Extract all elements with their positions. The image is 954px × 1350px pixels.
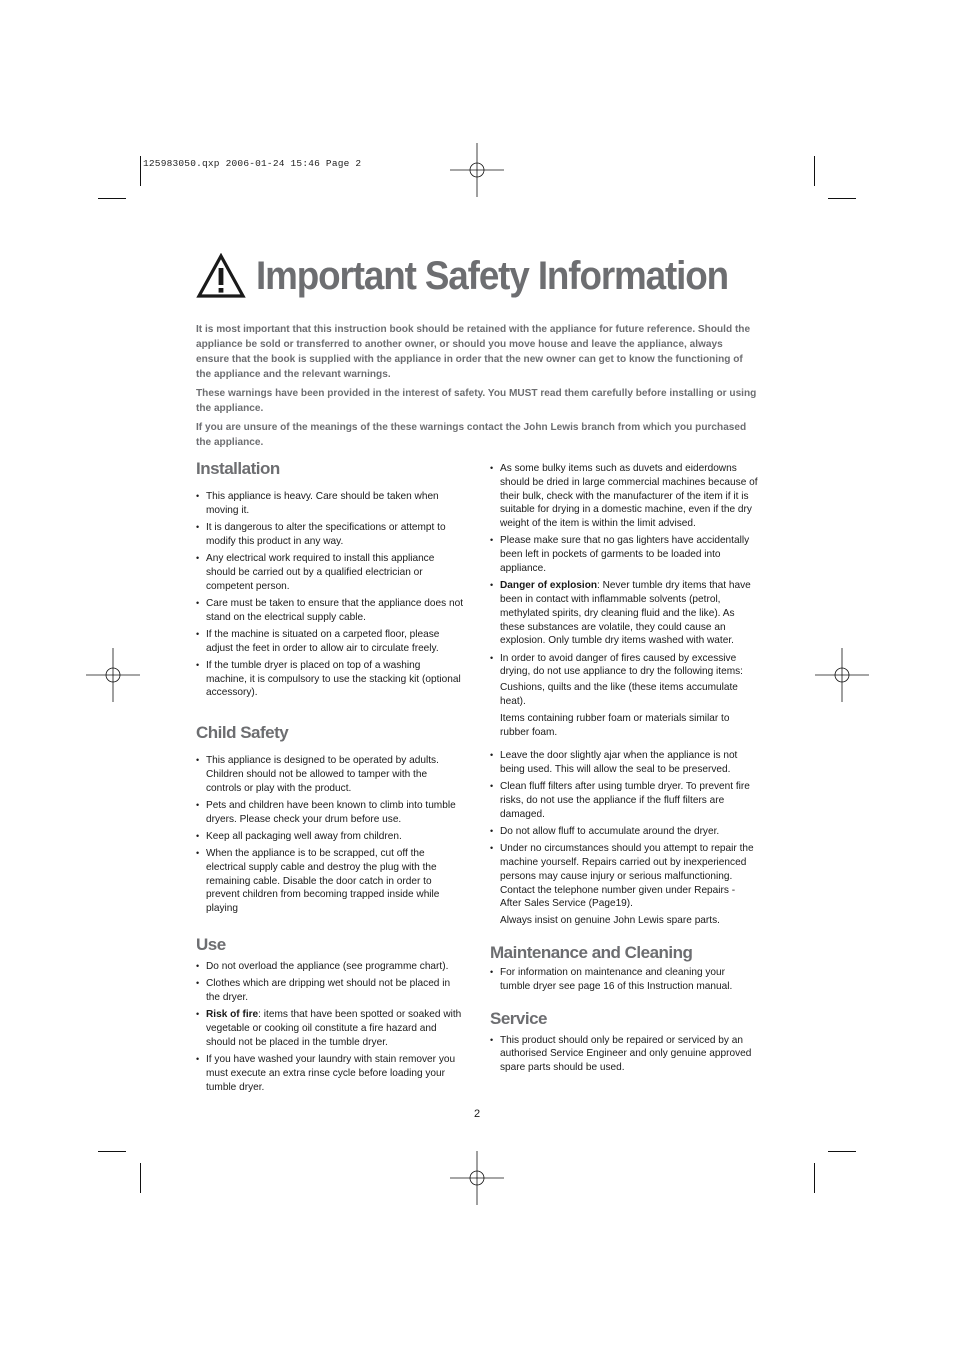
page-header xyxy=(196,248,769,304)
bullet-list xyxy=(196,754,464,916)
danger-of-explosion-text: : Never tumble dry items that have been in contact with inflammable solvents (petrol, methylated spirits, dry cleaning fluid and the like). As these substances are volatile, they could cause an explosion. Only tumble dry items washed with water. xyxy=(500,580,751,647)
page-title: Important Safety Information xyxy=(256,253,729,298)
fires-warning-subitem: Cushions, quilts and the like (these items accumulate heat). xyxy=(500,682,738,707)
section-heading: Installation xyxy=(196,459,280,478)
risk-of-fire-label: Risk of fire xyxy=(206,1009,259,1021)
maintenance-section xyxy=(490,942,758,994)
bullet-list xyxy=(196,490,464,700)
left-column xyxy=(196,458,464,1112)
crop-mark xyxy=(98,1151,126,1152)
list-item: • This appliance is designed to be operated by adults. Children should not be allowed to tamper with the controls or play with the product. xyxy=(196,754,464,795)
crop-mark xyxy=(814,156,815,186)
service-section xyxy=(490,1008,758,1075)
bullet-list xyxy=(490,749,758,928)
list-item xyxy=(196,1008,464,1049)
list-item: • Pets and children have been known to climb into tumble dryers. Please check your drum before use. xyxy=(196,799,464,827)
page-number: 2 xyxy=(473,1108,481,1120)
list-item: • Care must be taken to ensure that the appliance does not stand on the electrical supply cable. xyxy=(196,597,464,625)
section-heading: Child Safety xyxy=(196,723,289,743)
list-item: • Keep all packaging well away from children. xyxy=(196,830,464,844)
list-item: • This appliance is heavy. Care should be taken when moving it. xyxy=(196,490,464,518)
installation-section xyxy=(196,458,464,700)
list-item: • Do not overload the appliance (see programme chart). xyxy=(196,960,464,974)
bullet-list xyxy=(196,960,464,1094)
list-item: • If you have washed your laundry with stain remover you must execute an extra rinse cycle before loading your tumble dryer. xyxy=(196,1053,464,1094)
intro-text xyxy=(196,322,758,454)
list-item: • If the machine is situated on a carpeted floor, please adjust the feet in order to allow air to circulate freely. xyxy=(196,628,464,656)
use-section xyxy=(196,934,464,1094)
repair-warning-text: Under no circumstances should you attempt to repair the machine yourself. Repairs carried out by inexperienced persons may cause injury or serious malfunctioning. Contact the telephone number given under Repairs - After Sales Service (Page19). xyxy=(500,843,754,910)
list-item: • Please make sure that no gas lighters have accidentally been left in pockets of garments to be loaded into appliance. xyxy=(490,534,758,575)
child-safety-section xyxy=(196,722,464,916)
intro-paragraph: If you are unsure of the meanings of the these warnings contact the John Lewis branch from which you purchased the appliance. xyxy=(196,422,747,448)
section-heading: Maintenance and Cleaning xyxy=(490,943,693,963)
fires-warning-text: In order to avoid danger of fires caused by excessive drying, do not use appliance to dry the following items: xyxy=(500,652,743,678)
crop-mark xyxy=(140,156,141,186)
list-item: • Do not allow fluff to accumulate around the dryer. xyxy=(490,825,758,839)
bullet-list xyxy=(490,462,758,739)
list-item: • This product should only be repaired or serviced by an authorised Service Engineer and only genuine approved spare parts should be used. xyxy=(490,1034,758,1075)
intro-paragraph: It is most important that this instruction book should be retained with the appliance for future reference. Should the appliance be sold or transferred to another owner, or should you move house and leave the appliance, always ensure that the book is supplied with the appliance in order that the new owner can get to know the functioning of the appliance and the relevant warnings. xyxy=(196,324,751,380)
fires-warning-subitem: Items containing rubber foam or materials similar to rubber foam. xyxy=(500,712,730,738)
registration-mark-icon xyxy=(450,1151,504,1205)
registration-mark-icon xyxy=(815,648,869,702)
risk-of-fire-text: : items that have been spotted or soaked with vegetable or cooking oil constitute a fire hazard and should not be placed in the tumble dryer. xyxy=(206,1009,462,1048)
crop-mark xyxy=(98,198,126,199)
list-item: • It is dangerous to alter the specifications or attempt to modify this product in any way. xyxy=(196,521,464,549)
warning-triangle-icon xyxy=(196,253,246,299)
printer-slug: 125983050.qxp 2006-01-24 15:46 Page 2 xyxy=(143,158,362,169)
list-item: • Any electrical work required to install this appliance should be carried out by a qualified electrician or competent person. xyxy=(196,552,464,593)
list-item xyxy=(490,842,758,928)
list-item: • As some bulky items such as duvets and eiderdowns should be dried in large commercial machines because of their bulk, check with the manufacturer of the item if it is suitable for drying in a domestic machine, even if the dry weight of the item is within the limit advised. xyxy=(490,462,758,531)
right-column xyxy=(490,462,758,1093)
list-item: • When the appliance is to be scrapped, cut off the electrical supply cable and destroy the plug with the remaining cable. Disable the door catch in order to prevent children from becoming trapped inside while playing xyxy=(196,847,464,916)
danger-of-explosion-label: Danger of explosion xyxy=(500,580,598,592)
registration-mark-icon xyxy=(450,143,504,197)
registration-mark-icon xyxy=(86,648,140,702)
list-item: • Clean fluff filters after using tumble dryer. To prevent fire risks, do not use the appliance if the fluff filters are damaged. xyxy=(490,780,758,821)
section-heading: Service xyxy=(490,1008,547,1028)
list-item xyxy=(490,579,758,648)
list-item: • Leave the door slightly ajar when the appliance is not being used. This will allow the seal to be preserved. xyxy=(490,749,758,777)
list-item xyxy=(490,652,758,740)
section-heading: Use xyxy=(196,935,226,955)
crop-mark xyxy=(828,198,856,199)
list-item: • For information on maintenance and cleaning your tumble dryer see page 16 of this Instruction manual. xyxy=(490,966,758,994)
bullet-list xyxy=(490,1034,758,1075)
repair-warning-subitem: Always insist on genuine John Lewis spare parts. xyxy=(500,915,720,927)
crop-mark xyxy=(828,1151,856,1152)
list-item: • If the tumble dryer is placed on top of a washing machine, it is compulsory to use the stacking kit (optional accessory). xyxy=(196,659,464,700)
bullet-list xyxy=(490,966,758,994)
crop-mark xyxy=(140,1163,141,1193)
intro-paragraph: These warnings have been provided in the interest of safety. You MUST read them carefully before installing or using the appliance. xyxy=(196,388,757,414)
crop-mark xyxy=(814,1163,815,1193)
list-item: • Clothes which are dripping wet should not be placed in the dryer. xyxy=(196,977,464,1005)
